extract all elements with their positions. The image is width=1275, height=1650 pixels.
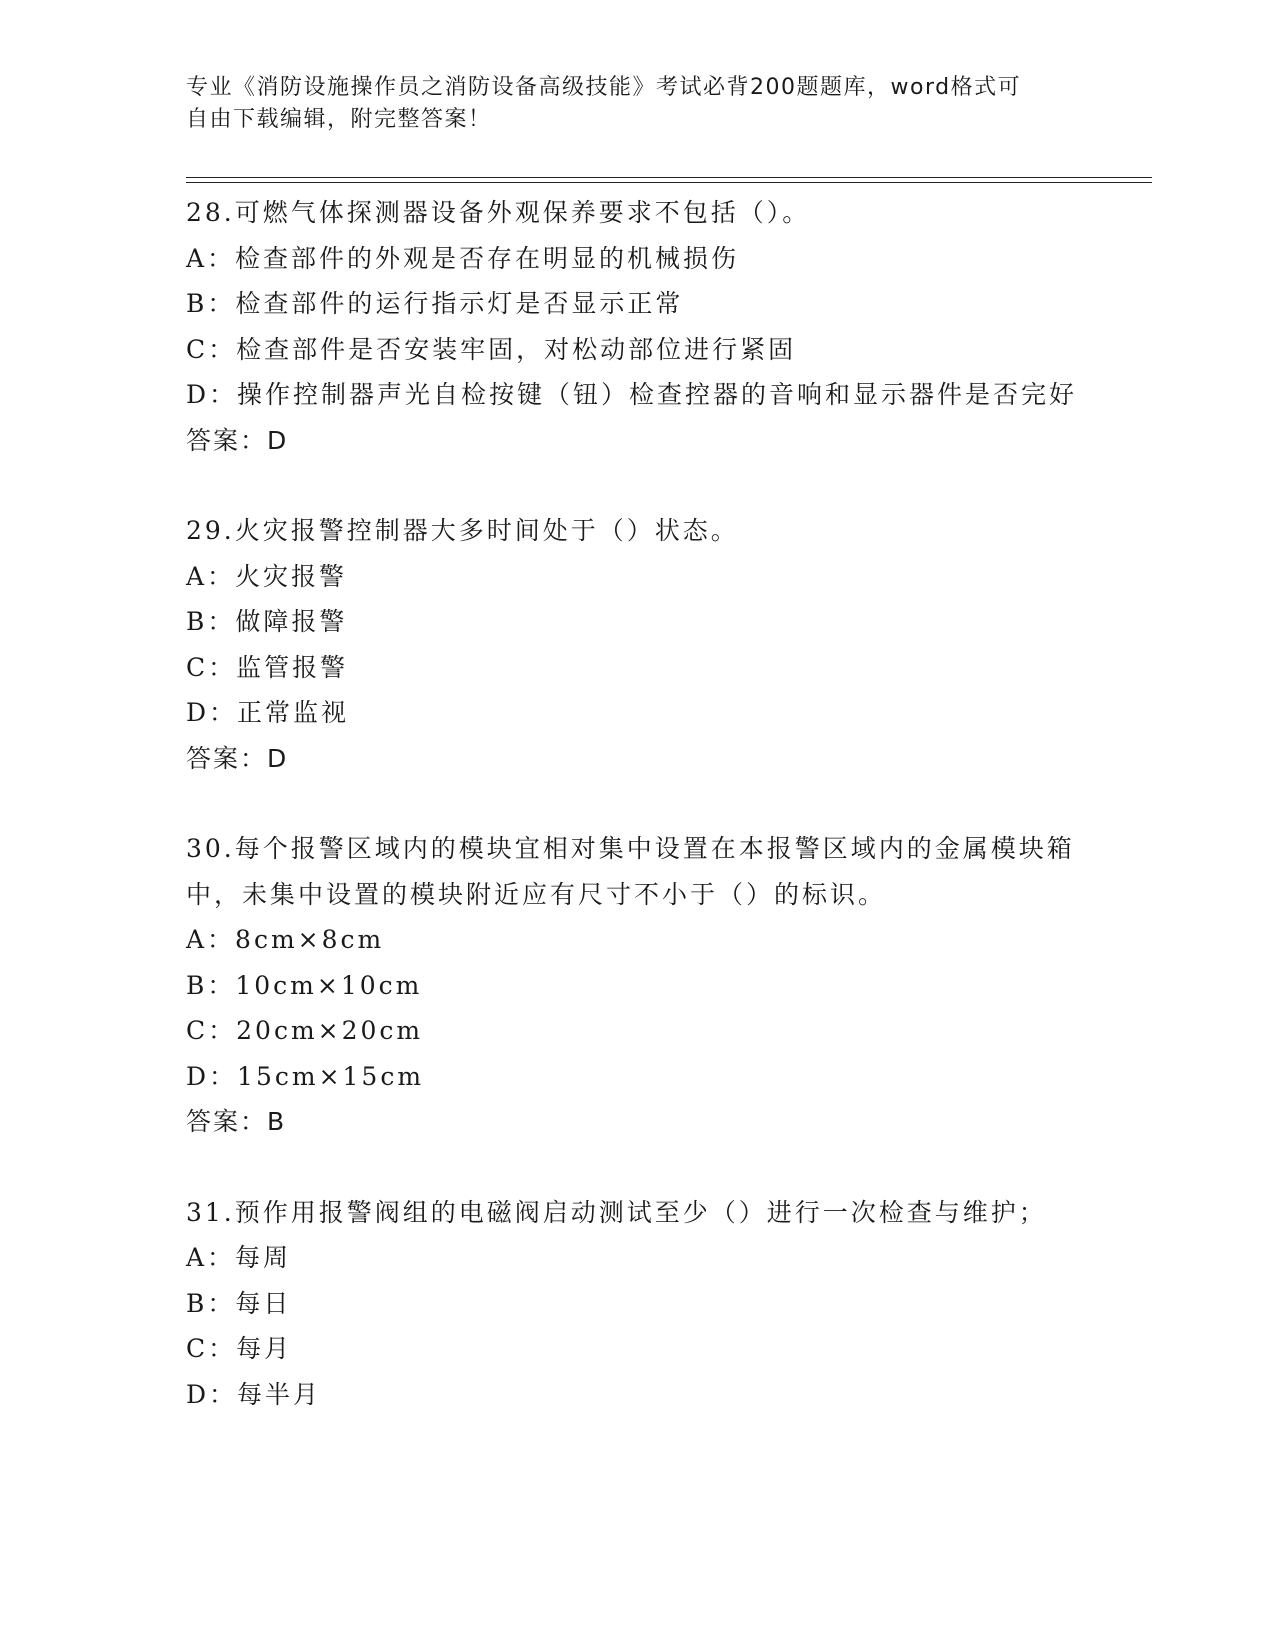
option-c: C：监管报警 [186,652,349,682]
header-line-2: 自由下载编辑，附完整答案！ [186,107,492,132]
question-stem: 28.可燃气体探测器设备外观保养要求不包括（）。 [186,198,811,227]
option-d: D：操作控制器声光自检按键（钮）检查控器的音响和显示器件是否完好 [186,380,1078,409]
header-line-1: 专业《消防设施操作员之消防设备高级技能》考试必背200题题库，word格式可 [186,75,1022,100]
option-b: B：10cm×10cm [186,970,423,1000]
option-c: C：每月 [186,1334,293,1363]
option-d: D：每半月 [186,1379,322,1409]
question-list [186,190,1086,1462]
header-divider-bottom [186,182,1152,183]
question-stem: 30.每个报警区域内的模块宜相对集中设置在本报警区域内的金属模块箱中，未集中设置的模块附近应有尺寸不小于（）的标识。 [186,834,1075,909]
option-c: C：检查部件是否安装牢固，对松动部位进行紧固 [186,334,797,364]
option-b: B：检查部件的运行指示灯是否显示正常 [186,289,684,318]
option-c: C：20cm×20cm [186,1016,424,1045]
option-d: D：正常监视 [186,698,350,727]
option-b: B：每日 [186,1288,292,1318]
header-divider-top [186,177,1152,178]
option-d: D：15cm×15cm [186,1061,425,1091]
question-29 [186,508,1086,781]
option-a: A：每周 [186,1243,292,1272]
answer-line: 答案：D [186,743,289,773]
question-31 [186,1190,1086,1418]
question-stem: 31.预作用报警阀组的电磁阀启动测试至少（）进行一次检查与维护； [186,1197,1047,1227]
answer-line: 答案：B [186,1107,287,1136]
option-b: B：做障报警 [186,607,348,636]
option-a: A：8cm×8cm [186,925,385,954]
option-a: A：检查部件的外观是否存在明显的机械损伤 [186,243,740,273]
question-28 [186,190,1086,463]
answer-line: 答案：D [186,425,289,455]
question-stem: 29.火灾报警控制器大多时间处于（）状态。 [186,516,739,545]
question-30 [186,826,1086,1145]
option-a: A：火灾报警 [186,561,348,591]
document-header [186,72,1066,136]
